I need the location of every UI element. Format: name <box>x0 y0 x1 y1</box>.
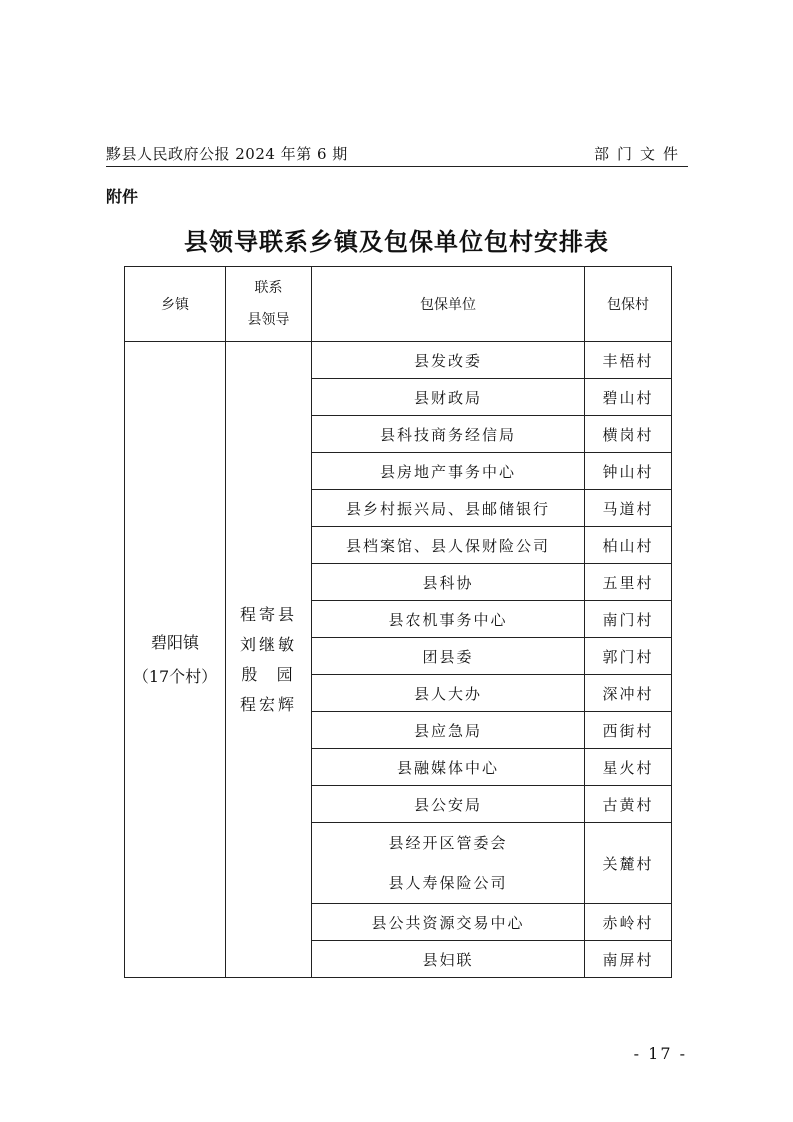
village-cell: 五里村 <box>585 564 672 601</box>
unit-name: 县公安局 <box>413 795 482 814</box>
unit-name: 县应急局 <box>413 721 482 740</box>
unit-name: 县融媒体中心 <box>396 758 499 777</box>
unit-cell <box>312 416 585 453</box>
header-leader <box>226 267 312 342</box>
table-row <box>125 342 672 379</box>
unit-cell <box>312 675 585 712</box>
unit-name: 县妇联 <box>422 950 474 969</box>
village-cell: 西街村 <box>585 712 672 749</box>
village-cell: 星火村 <box>585 749 672 786</box>
leader-name: 刘继敏 <box>239 634 297 654</box>
village-cell: 丰梧村 <box>585 342 672 379</box>
unit-name: 县档案馆、县人保财险公司 <box>345 536 550 555</box>
arrangement-table <box>124 266 672 978</box>
unit-cell <box>312 601 585 638</box>
leader-name: 殷 园 <box>241 664 296 684</box>
leaders-cell <box>226 342 312 978</box>
running-header <box>106 139 686 169</box>
unit-cell <box>312 342 585 379</box>
unit-cell <box>312 453 585 490</box>
village-cell: 关麓村 <box>585 823 672 904</box>
village-cell: 深冲村 <box>585 675 672 712</box>
unit-name: 县人大办 <box>413 684 482 703</box>
leader-name: 程寄县 <box>239 604 297 624</box>
village-cell: 郭门村 <box>585 638 672 675</box>
unit-name: 县乡村振兴局、县邮储银行 <box>345 499 550 518</box>
document-title: 县领导联系乡镇及包保单位包村安排表 <box>184 227 609 256</box>
unit-name: 县科技商务经信局 <box>379 425 516 444</box>
unit-cell <box>312 786 585 823</box>
header-unit: 包保单位 <box>312 267 585 342</box>
bulletin-title: 黟县人民政府公报 2024 年第 6 期 <box>106 145 348 163</box>
unit-name: 县发改委 <box>413 351 482 370</box>
village-cell: 南门村 <box>585 601 672 638</box>
unit-name: 县农机事务中心 <box>388 610 508 629</box>
attachment-label: 附件 <box>106 187 139 206</box>
unit-cell <box>312 712 585 749</box>
village-cell: 古黄村 <box>585 786 672 823</box>
village-cell: 柏山村 <box>585 527 672 564</box>
unit-name: 县科协 <box>422 573 474 592</box>
header-divider <box>106 166 688 167</box>
village-cell: 钟山村 <box>585 453 672 490</box>
section-label: 部门文件 <box>593 145 686 163</box>
village-cell: 横岗村 <box>585 416 672 453</box>
leader-name: 程宏辉 <box>239 694 297 714</box>
header-leader-line1: 联系 <box>254 280 283 296</box>
village-cell: 南屏村 <box>585 941 672 978</box>
unit-name: 团县委 <box>422 647 474 666</box>
township-text: （17个村） <box>132 666 218 686</box>
village-cell: 赤岭村 <box>585 904 672 941</box>
unit-name: 县公共资源交易中心 <box>371 913 525 932</box>
unit-cell <box>312 749 585 786</box>
village-cell: 碧山村 <box>585 379 672 416</box>
page-number: - 17 - <box>633 1044 687 1063</box>
header-leader-line2: 县领导 <box>247 312 290 328</box>
unit-cell <box>312 490 585 527</box>
header-township: 乡镇 <box>125 267 226 342</box>
table-header-row <box>125 267 672 342</box>
unit-cell <box>312 379 585 416</box>
unit-name: 县人寿保险公司 <box>388 874 508 892</box>
unit-cell <box>312 904 585 941</box>
unit-name: 县财政局 <box>413 388 482 407</box>
unit-cell <box>312 823 585 904</box>
unit-name: 县房地产事务中心 <box>379 462 516 481</box>
unit-cell <box>312 527 585 564</box>
township-text: 碧阳镇 <box>150 632 199 652</box>
unit-cell <box>312 564 585 601</box>
village-cell: 马道村 <box>585 490 672 527</box>
unit-name: 县经开区管委会 <box>388 834 508 852</box>
header-village: 包保村 <box>585 267 672 342</box>
unit-cell <box>312 638 585 675</box>
township-cell <box>125 342 226 978</box>
unit-cell <box>312 941 585 978</box>
